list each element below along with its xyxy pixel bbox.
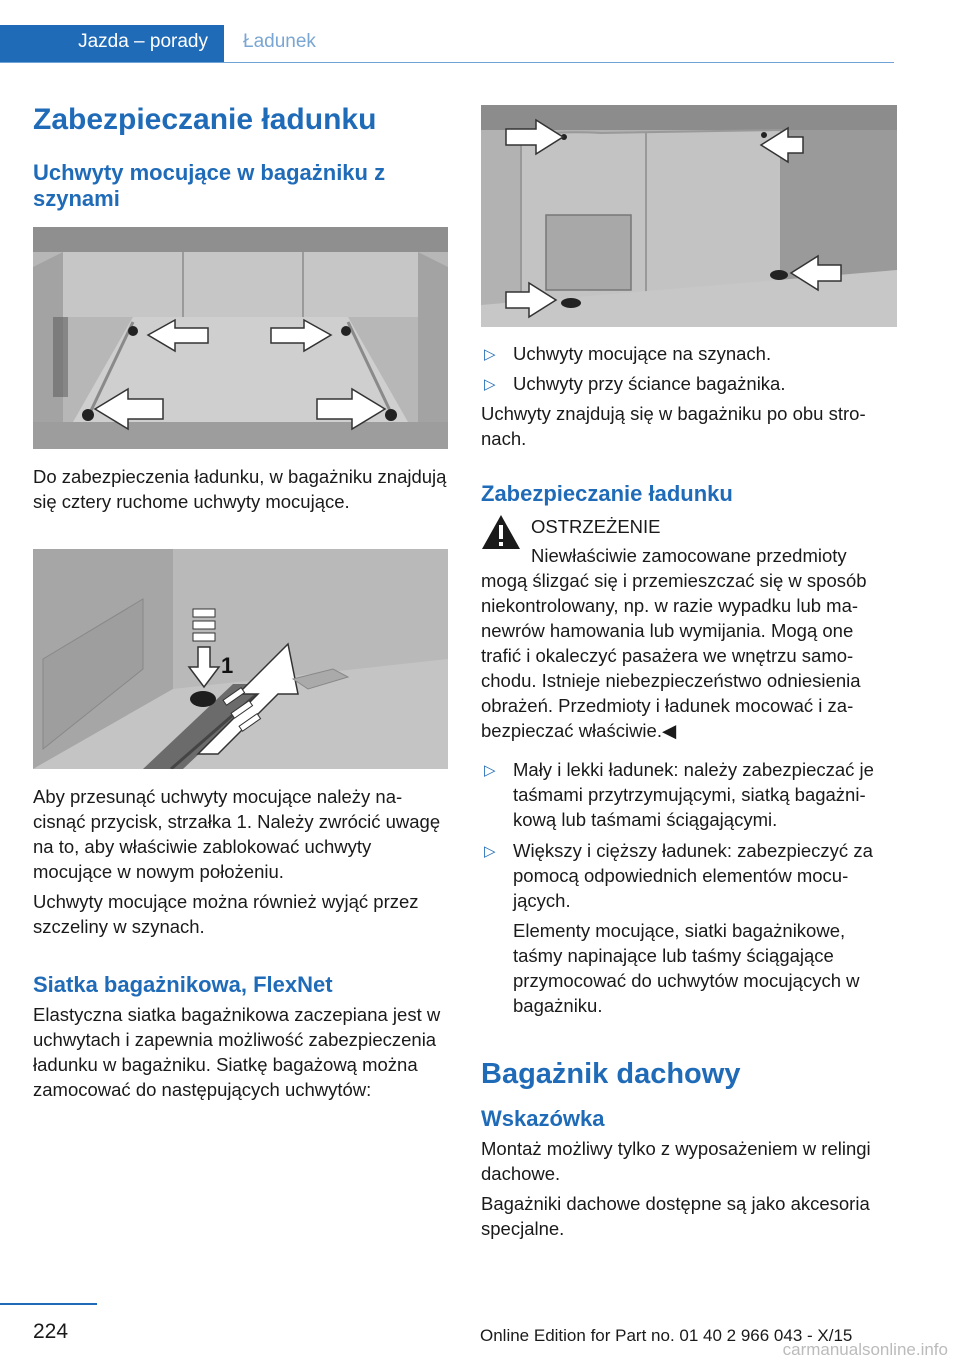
paragraph-flexnet: Elastyczna siatka bagażnikowa zaczepiana jest w uchwytach i zapewnia możliwość zabezpieczenia ładunku w bagażniku. Siatkę bagażową można zamocować do następujących uchwytów: — [33, 1004, 441, 1100]
footer-line — [0, 1303, 97, 1305]
right-column — [481, 100, 897, 1241]
watermark: carmanualsonline.info — [782, 1340, 948, 1359]
triangle-bullet-icon: ▷ — [484, 346, 496, 363]
heading-roof-rack: Bagażnik dachowy — [481, 1058, 741, 1090]
triangle-bullet-icon: ▷ — [484, 376, 496, 393]
section-tab[interactable] — [0, 25, 224, 62]
section-tab-label: Jazda – porady — [78, 31, 208, 52]
page-title: Zabezpieczanie ładunku — [33, 103, 377, 136]
warning-block — [481, 514, 897, 743]
subsection-tab[interactable]: Ładunek — [243, 31, 316, 52]
paragraph-remove-anchors: Uchwyty mocujące można również wyjąć przez szczeliny w szynach. — [33, 891, 419, 937]
warning-text: Niewłaściwie zamocowane przedmioty mogą ślizgać się i przemieszczać się w sposób niekontrolowany, np. w razie wypadku lub manewrów hamowania lub wymijania. Mogą one trafić i okaleczyć pasażera we wnętrzu samochodu. Istnieje niebezpieczeństwo odniesienia obrażeń. Przedmioty i ładunek mocować i zabezpieczać właściwie.◀ — [481, 545, 867, 741]
paragraph-accessories: Bagażniki dachowe dostępne są jako akcesoria specjalne. — [481, 1193, 870, 1239]
paragraph-four-anchors: Do zabezpieczenia ładunku, w bagażniku znajdują się cztery ruchome uchwyty mocujące. — [33, 466, 447, 512]
list-item-continuation: Elementy mocujące, siatki bagażnikowe, taśmy napinające lub taśmy ściągające przymocować do uchwytów mocujących w bagażniku. — [513, 920, 860, 1016]
list-item: ▷ Uchwyty przy ściance bagażnika. — [481, 371, 897, 396]
list-item: ▷ Mały i lekki ładunek: należy zabezpieczać je taśmami przytrzymującymi, siatką bagażnikową lub taśmami ściągającymi. — [484, 759, 874, 830]
paragraph-both-sides: Uchwyty znajdują się w bagażniku po obu stronach. — [481, 403, 866, 449]
callout-number: 1 — [221, 653, 234, 678]
warning-triangle-icon — [481, 514, 521, 550]
trunk-side-photo — [481, 105, 897, 327]
paragraph-roof-rails: Montaż możliwy tylko z wyposażeniem w relingi dachowe. — [481, 1138, 871, 1184]
left-column — [33, 100, 448, 1102]
list-item: ▷ Większy i cięższy ładunek: zabezpieczyć za pomocą odpowiednich elementów mocujących. — [484, 840, 873, 911]
triangle-bullet-icon: ▷ — [484, 762, 496, 779]
heading-note: Wskazówka — [481, 1106, 605, 1131]
warning-label: OSTRZEŻENIE — [531, 516, 661, 537]
trunk-rails-photo — [33, 227, 448, 449]
heading-secure-cargo: Zabezpieczanie ładunku — [481, 481, 733, 506]
list-item: ▷ Uchwyty mocujące na szynach. — [481, 341, 897, 366]
edition-text: Online Edition for Part no. 01 40 2 966 043 - X/15 — [480, 1326, 853, 1345]
heading-flexnet: Siatka bagażnikowa, FlexNet — [33, 972, 333, 997]
anchor-closeup-photo — [33, 549, 448, 769]
subtitle-rails: Uchwyty mocujące w bagażniku z szynami — [33, 160, 386, 211]
page-number: 224 — [33, 1320, 69, 1343]
triangle-bullet-icon: ▷ — [484, 843, 496, 860]
paragraph-move-anchors: Aby przesunąć uchwyty mocujące należy nacisnąć przycisk, strzałka 1. Należy zwrócić uwagę na to, aby właściwie zablokować uchwyty mocujące w nowym położeniu. — [33, 786, 441, 882]
